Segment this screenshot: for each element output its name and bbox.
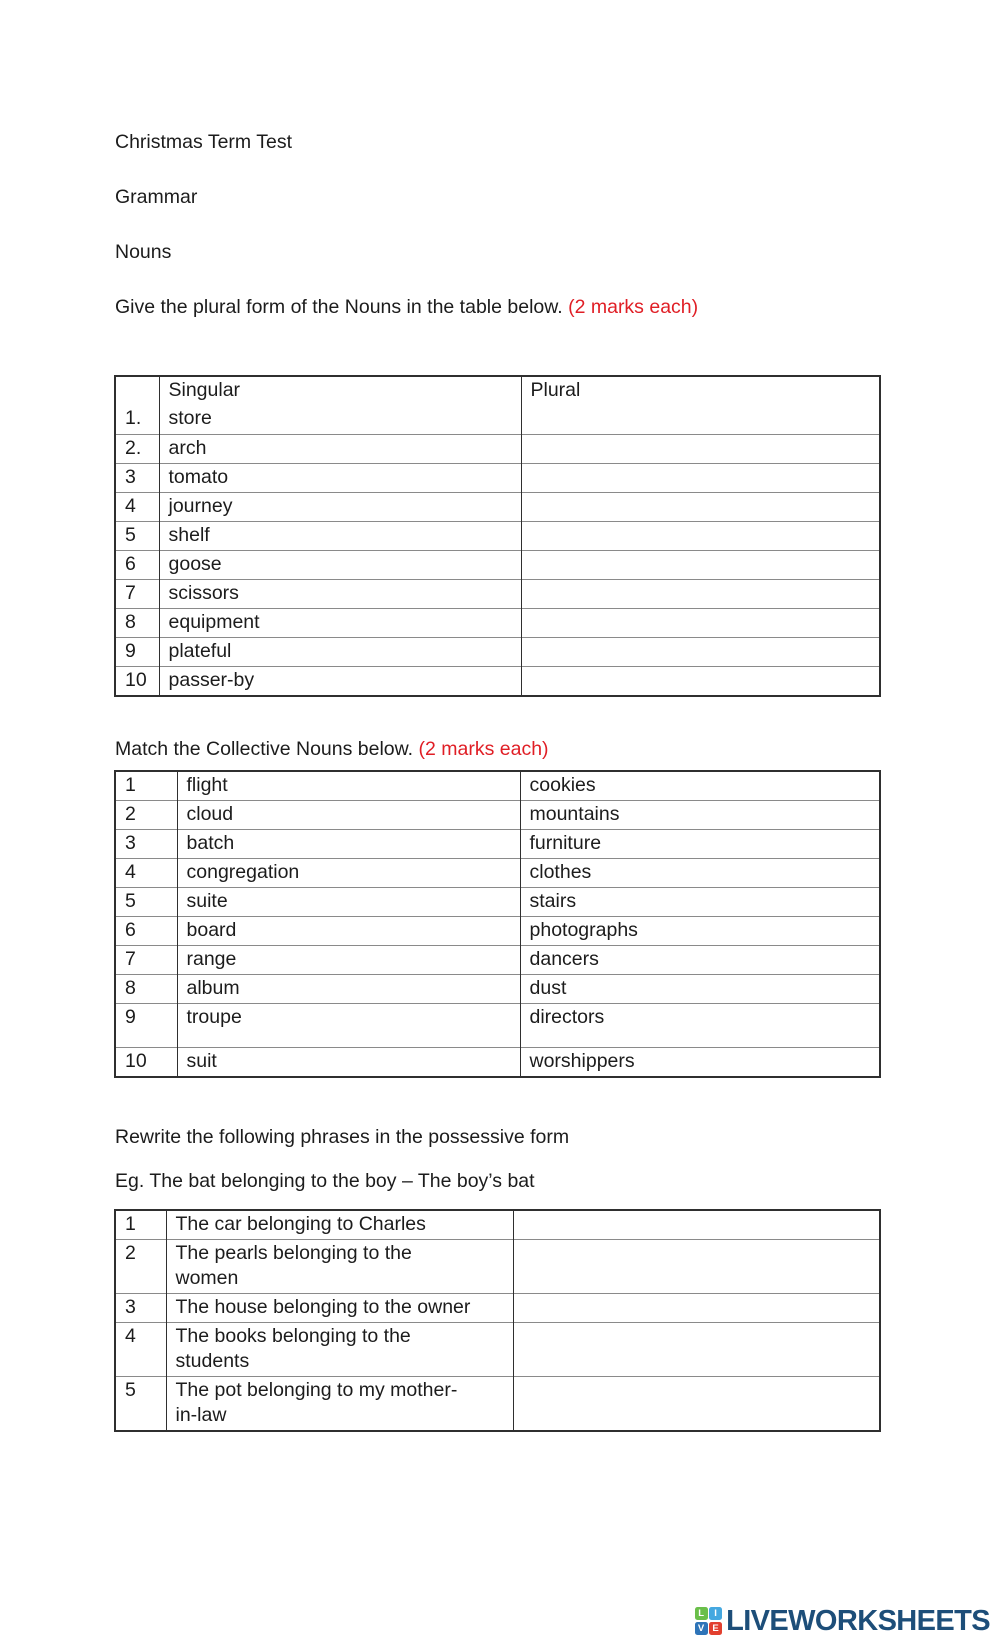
possessive-answer-cell[interactable] <box>513 1323 880 1377</box>
table-row <box>115 463 880 492</box>
collective-noun-cell[interactable]: suit <box>177 1048 520 1078</box>
plural-answer-cell[interactable] <box>521 550 880 579</box>
row-number-cell: 4 <box>115 1323 166 1377</box>
row-number-cell: 5 <box>115 888 177 917</box>
possessive-answer-cell[interactable] <box>513 1240 880 1294</box>
logo-tile-v: V <box>695 1622 708 1635</box>
possessive-table <box>114 1209 881 1432</box>
row-number-cell: 2 <box>115 1240 166 1294</box>
row-number-cell: 3 <box>115 830 177 859</box>
plural-answer-cell[interactable] <box>521 492 880 521</box>
row-number-cell: 1 <box>125 774 136 796</box>
collective-table <box>114 770 881 1078</box>
table-row <box>115 1377 880 1432</box>
plural-section-instruction <box>115 296 698 319</box>
row-number-cell: 10 <box>115 666 159 696</box>
table-row <box>115 492 880 521</box>
plural-answer-cell[interactable] <box>521 608 880 637</box>
row-number-cell: 2 <box>115 801 177 830</box>
plural-marks-note: (2 marks each) <box>568 296 699 318</box>
row-number-cell: 10 <box>115 1048 177 1078</box>
liveworksheets-logo[interactable] <box>695 1604 990 1638</box>
singular-word-cell: equipment <box>159 608 521 637</box>
singular-word-cell: plateful <box>159 637 521 666</box>
table-row <box>115 579 880 608</box>
row-number-cell: 9 <box>115 637 159 666</box>
singular-word-cell: arch <box>159 434 521 463</box>
match-option-cell[interactable]: furniture <box>520 830 880 859</box>
collective-noun-cell[interactable]: suite <box>177 888 520 917</box>
table-row <box>115 1240 880 1294</box>
collective-noun-cell[interactable]: troupe <box>177 1004 520 1048</box>
match-option-cell[interactable]: dust <box>520 975 880 1004</box>
match-option-cell[interactable]: dancers <box>520 946 880 975</box>
plural-answer-cell[interactable] <box>521 579 880 608</box>
header-plural-cell: Plural <box>521 376 880 405</box>
collective-noun-cell[interactable]: board <box>177 917 520 946</box>
table-row <box>115 801 880 830</box>
liveworksheets-wordmark: LIVEWORKSHEETS <box>726 1604 990 1637</box>
table-row <box>115 1004 880 1048</box>
row-number-cell: 1 <box>125 1213 136 1235</box>
singular-word-cell: goose <box>159 550 521 579</box>
plural-answer-cell[interactable] <box>521 434 880 463</box>
table-row <box>115 405 880 434</box>
collective-noun-cell[interactable]: album <box>177 975 520 1004</box>
phrase-cell: The car belonging to Charles <box>166 1210 513 1240</box>
header-blank-cell <box>115 376 159 405</box>
plural-answer-cell[interactable] <box>521 405 880 434</box>
collective-noun-cell[interactable]: flight <box>177 771 520 801</box>
doc-title: Christmas Term Test <box>115 131 292 153</box>
collective-noun-cell[interactable]: cloud <box>177 801 520 830</box>
singular-word-cell: passer-by <box>159 666 521 696</box>
logo-tile-e: E <box>709 1622 722 1635</box>
possessive-answer-cell[interactable] <box>513 1210 880 1240</box>
possessive-answer-cell[interactable] <box>513 1294 880 1323</box>
doc-subtitle-subject: Grammar <box>115 186 198 208</box>
possessive-answer-cell[interactable] <box>513 1377 880 1432</box>
table-row <box>115 1323 880 1377</box>
plural-answer-cell[interactable] <box>521 463 880 492</box>
row-number-cell: 3 <box>115 1294 166 1323</box>
plural-answer-cell[interactable] <box>521 637 880 666</box>
plural-answer-cell[interactable] <box>521 521 880 550</box>
match-option-cell[interactable]: clothes <box>520 859 880 888</box>
collective-noun-cell[interactable]: range <box>177 946 520 975</box>
row-number-cell: 7 <box>115 579 159 608</box>
table-row <box>115 521 880 550</box>
row-number-cell: 8 <box>115 975 177 1004</box>
row-number-cell: 7 <box>115 946 177 975</box>
singular-word-cell: shelf <box>159 521 521 550</box>
table-row <box>115 830 880 859</box>
match-option-cell[interactable]: cookies <box>520 771 880 801</box>
singular-word-cell: store <box>159 405 521 434</box>
collective-instruction-text: Match the Collective Nouns below. <box>115 738 414 760</box>
phrase-cell: The pearls belonging to the women <box>166 1240 513 1294</box>
liveworksheets-tiles-icon <box>695 1607 723 1635</box>
collective-marks-note: (2 marks each) <box>418 738 549 760</box>
table-row <box>115 859 880 888</box>
plural-table-header-row <box>115 376 880 405</box>
phrase-cell: The pot belonging to my mother- in-law <box>166 1377 513 1432</box>
row-number-cell: 6 <box>115 917 177 946</box>
row-number-cell: 4 <box>115 859 177 888</box>
row-number-cell: 8 <box>115 608 159 637</box>
row-number-cell: 4 <box>115 492 159 521</box>
match-option-cell[interactable]: worshippers <box>520 1048 880 1078</box>
row-number-cell: 3 <box>115 463 159 492</box>
singular-word-cell: journey <box>159 492 521 521</box>
phrase-cell: The books belonging to the students <box>166 1323 513 1377</box>
phrase-cell: The house belonging to the owner <box>166 1294 513 1323</box>
row-number-cell: 2. <box>115 434 159 463</box>
possessive-section-instruction: Rewrite the following phrases in the possessive form <box>115 1126 570 1148</box>
plural-table <box>114 375 881 697</box>
match-option-cell[interactable]: directors <box>520 1004 880 1048</box>
table-row <box>115 1294 880 1323</box>
match-option-cell[interactable]: mountains <box>520 801 880 830</box>
plural-answer-cell[interactable] <box>521 666 880 696</box>
row-number-cell: 9 <box>115 1004 177 1048</box>
logo-tile-l: L <box>695 1607 708 1620</box>
table-row <box>115 434 880 463</box>
table-row <box>115 637 880 666</box>
row-number-cell: 6 <box>115 550 159 579</box>
table-row <box>115 550 880 579</box>
collective-noun-cell[interactable]: batch <box>177 830 520 859</box>
table-row <box>115 888 880 917</box>
doc-subtitle-topic: Nouns <box>115 241 172 263</box>
collective-section-instruction <box>115 738 549 761</box>
possessive-example: Eg. The bat belonging to the boy – The boy’s bat <box>115 1170 535 1192</box>
row-number-cell: 5 <box>115 521 159 550</box>
header-singular-cell: Singular <box>159 376 521 405</box>
row-number-cell: 1. <box>125 407 142 429</box>
logo-tile-i: I <box>709 1607 722 1620</box>
plural-instruction-text: Give the plural form of the Nouns in the table below. <box>115 296 563 318</box>
table-row <box>115 666 880 696</box>
table-row <box>115 975 880 1004</box>
table-row <box>115 946 880 975</box>
table-row <box>115 1048 880 1078</box>
table-row <box>115 1210 880 1240</box>
match-option-cell[interactable]: photographs <box>520 917 880 946</box>
singular-word-cell: scissors <box>159 579 521 608</box>
singular-word-cell: tomato <box>159 463 521 492</box>
table-row <box>115 917 880 946</box>
table-row <box>115 608 880 637</box>
row-number-cell: 5 <box>115 1377 166 1432</box>
collective-noun-cell[interactable]: congregation <box>177 859 520 888</box>
table-row <box>115 771 880 801</box>
match-option-cell[interactable]: stairs <box>520 888 880 917</box>
